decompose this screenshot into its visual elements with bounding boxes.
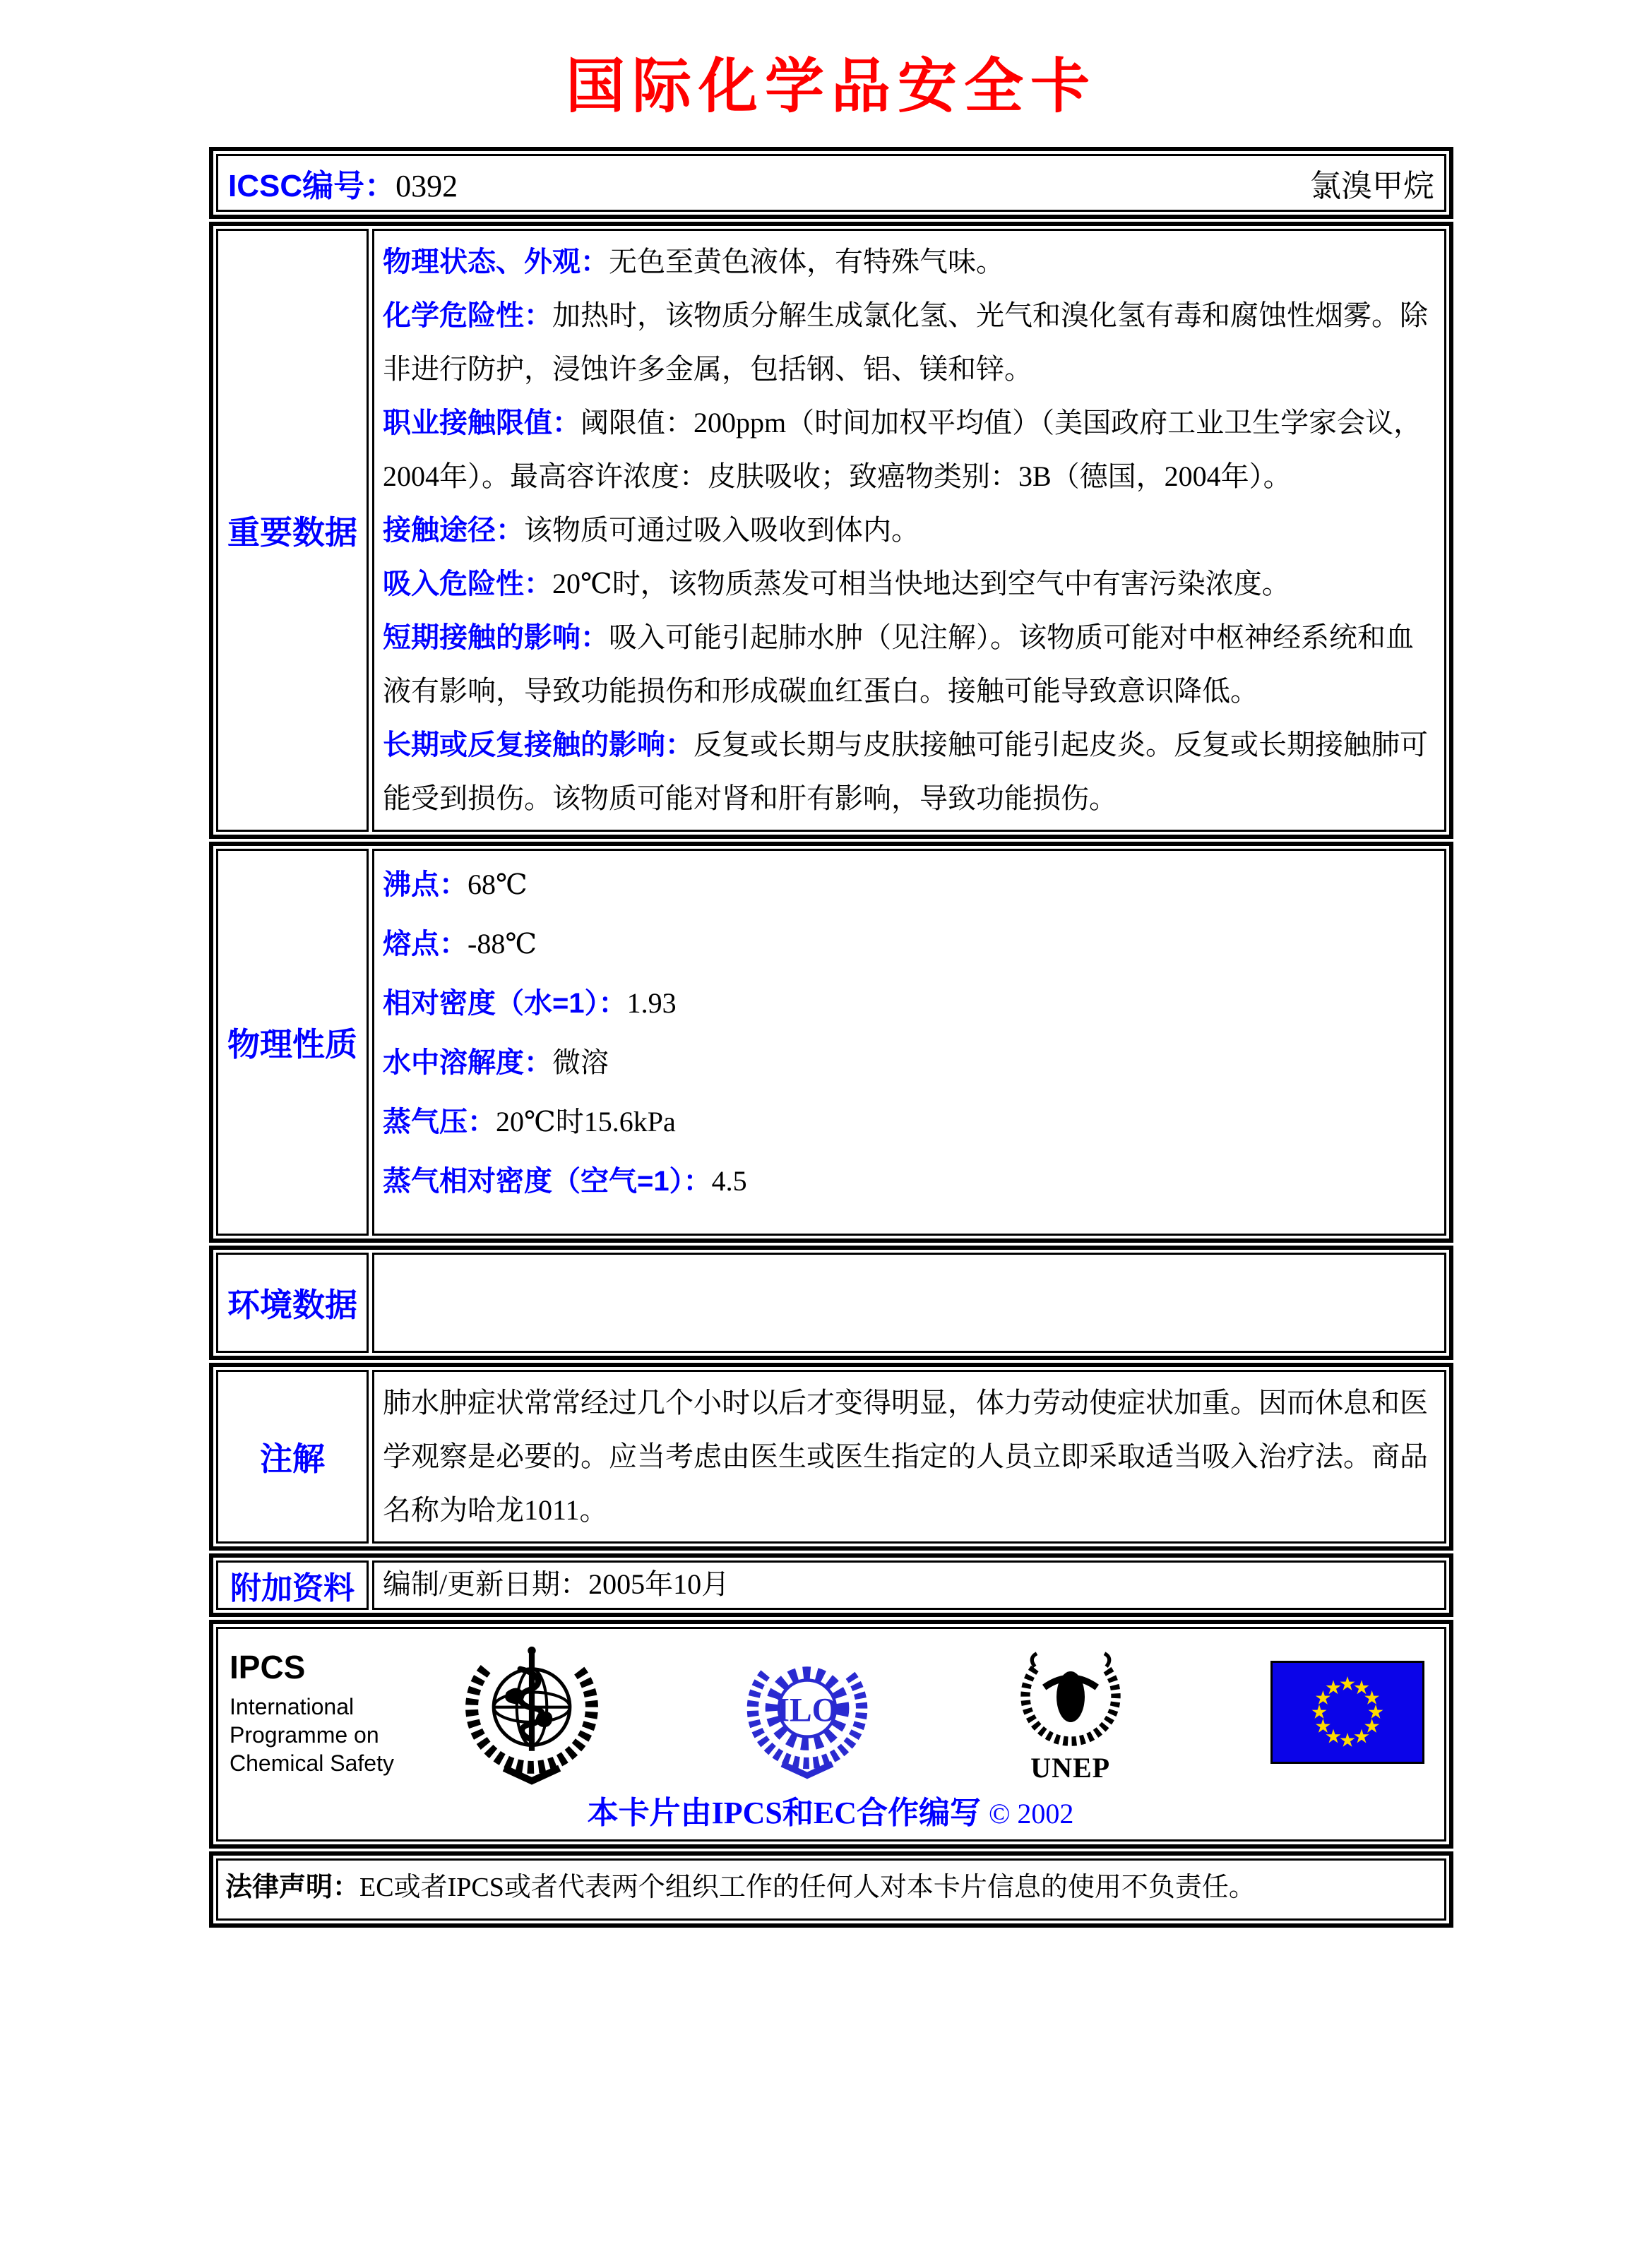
org-logos	[420, 1639, 1431, 1786]
field-value: 该物质可通过吸入吸收到体内。	[524, 514, 919, 546]
field-value: 加热时，该物质分解生成氯化氢、光气和溴化氢有毒和腐蚀性烟雾。除非进行防护，浸蚀许多金属，包括钢、铝、镁和锌。	[383, 299, 1428, 385]
prop-label: 沸点：	[383, 869, 468, 900]
notes-content: 肺水肿症状常常经过几个小时以后才变得明显，体力劳动使症状加重。因而休息和医学观察是必要的。应当考虑由医生或医生指定的人员立即采取适当吸入治疗法。商品名称为哈龙1011。	[372, 1370, 1446, 1544]
prop-melting-point	[383, 914, 1434, 974]
header-row	[209, 147, 1453, 219]
field-short-term-effects	[383, 611, 1434, 718]
field-routes-of-exposure	[383, 503, 1434, 557]
legal-row	[209, 1851, 1453, 1928]
ipcs-text-block	[230, 1647, 420, 1777]
prop-relative-density	[383, 974, 1434, 1033]
important-data-content	[372, 229, 1446, 832]
eu-flag	[1270, 1661, 1424, 1764]
prop-label: 熔点：	[383, 929, 468, 960]
prop-value: 1.93	[626, 987, 677, 1019]
unep-emblem	[1014, 1640, 1127, 1753]
who-logo	[463, 1639, 601, 1786]
section-label-text: 环境数据	[227, 1287, 357, 1323]
footer-row	[209, 1620, 1453, 1849]
field-label: 物理状态、外观：	[383, 246, 609, 277]
field-long-term-effects	[383, 718, 1434, 825]
field-value: 无色至黄色液体，有特殊气味。	[609, 246, 1004, 277]
field-value: 吸入可能引起肺水肿（见注解）。该物质可能对中枢神经系统和血液有影响，导致功能损伤和形成碳血红蛋白。接触可能导致意识降低。	[383, 621, 1414, 707]
prop-vapour-pressure	[383, 1092, 1434, 1152]
field-inhalation-risk	[383, 557, 1434, 611]
section-label-physical-properties	[216, 849, 369, 1236]
field-label: 接触途径：	[383, 515, 524, 546]
section-label-text: 物理性质	[227, 1026, 357, 1063]
section-label-text: 附加资料	[230, 1571, 355, 1606]
prop-value: 20℃时15.6kPa	[496, 1106, 676, 1138]
section-label-text: 重要数据	[227, 514, 357, 551]
prop-water-solubility	[383, 1033, 1434, 1092]
prop-value: 4.5	[711, 1165, 747, 1197]
field-label: 吸入危险性：	[383, 568, 552, 599]
footer-cell	[216, 1627, 1446, 1842]
footer-logos-strip	[230, 1639, 1431, 1786]
legal-cell	[216, 1858, 1446, 1921]
row-additional-info	[209, 1553, 1453, 1617]
field-label: 短期接触的影响：	[383, 622, 609, 653]
page-title: 国际化学品安全卡	[565, 51, 1097, 121]
additional-info-content: 编制/更新日期：2005年10月	[372, 1560, 1446, 1610]
prop-vapour-relative-density	[383, 1152, 1434, 1211]
row-environmental-data	[209, 1246, 1453, 1360]
section-label-notes	[216, 1370, 369, 1544]
legal-label: 法律声明：	[225, 1873, 360, 1902]
prop-value: 微溶	[552, 1046, 609, 1078]
row-notes	[209, 1363, 1453, 1551]
unep-logo	[1014, 1640, 1127, 1784]
field-value: 阈限值：200ppm（时间加权平均值）（美国政府工业卫生学家会议，2004年）。最高容许浓度：皮肤吸收；致癌物类别：3B（德国，2004年）。	[383, 407, 1422, 492]
header-cell	[216, 154, 1446, 212]
field-label: 职业接触限值：	[383, 407, 581, 438]
ilo-letters: ILO	[776, 1691, 838, 1729]
field-value: 20℃时，该物质蒸发可相当快地达到空气中有害污染浓度。	[552, 568, 1290, 599]
prop-value: 68℃	[468, 869, 528, 900]
icsc-number-value: 0392	[395, 169, 458, 203]
prop-label: 水中溶解度：	[383, 1047, 552, 1078]
icsc-number-label: ICSC编号：	[228, 169, 396, 203]
prop-label: 相对密度（水=1）：	[383, 988, 627, 1019]
prop-boiling-point	[383, 855, 1434, 914]
icsc-number	[228, 160, 458, 205]
prop-value: -88℃	[468, 928, 537, 960]
section-label-important-data	[216, 229, 369, 832]
row-physical-properties	[209, 842, 1453, 1243]
physical-properties-content	[372, 849, 1446, 1236]
row-important-data	[209, 222, 1453, 839]
legal-text: EC或者IPCS或者代表两个组织工作的任何人对本卡片信息的使用不负责任。	[359, 1873, 1256, 1902]
footer-caption-text: 本卡片由IPCS和EC合作编写	[587, 1796, 981, 1830]
unep-wordmark: UNEP	[1030, 1752, 1111, 1784]
section-label-environmental-data	[216, 1253, 369, 1353]
section-label-additional-info	[216, 1560, 369, 1610]
environmental-data-content	[372, 1253, 1446, 1353]
chemical-name: 氯溴甲烷	[1310, 169, 1434, 203]
prop-label: 蒸气压：	[383, 1106, 496, 1138]
ilo-logo	[744, 1645, 870, 1781]
field-occupational-exposure-limits	[383, 396, 1434, 503]
ipcs-subtitle-line: Programme on	[230, 1721, 379, 1748]
footer-caption	[230, 1787, 1431, 1832]
field-value: 反复或长期与皮肤接触可能引起皮炎。反复或长期接触肺可能受到损伤。该物质可能对肾和肝有影响，导致功能损伤。	[383, 729, 1428, 814]
ipcs-subtitle-line: International	[230, 1693, 355, 1719]
prop-label: 蒸气相对密度（空气=1）：	[383, 1166, 712, 1197]
field-physical-state	[383, 235, 1434, 289]
section-label-text: 注解	[260, 1440, 325, 1477]
field-chemical-dangers	[383, 289, 1434, 396]
ipcs-acronym: IPCS	[230, 1649, 306, 1686]
copyright: © 2002	[988, 1798, 1074, 1830]
icsc-card	[209, 39, 1453, 1928]
field-label: 长期或反复接触的影响：	[383, 729, 694, 760]
ipcs-subtitle-line: Chemical Safety	[230, 1750, 394, 1776]
field-label: 化学危险性：	[383, 300, 552, 331]
